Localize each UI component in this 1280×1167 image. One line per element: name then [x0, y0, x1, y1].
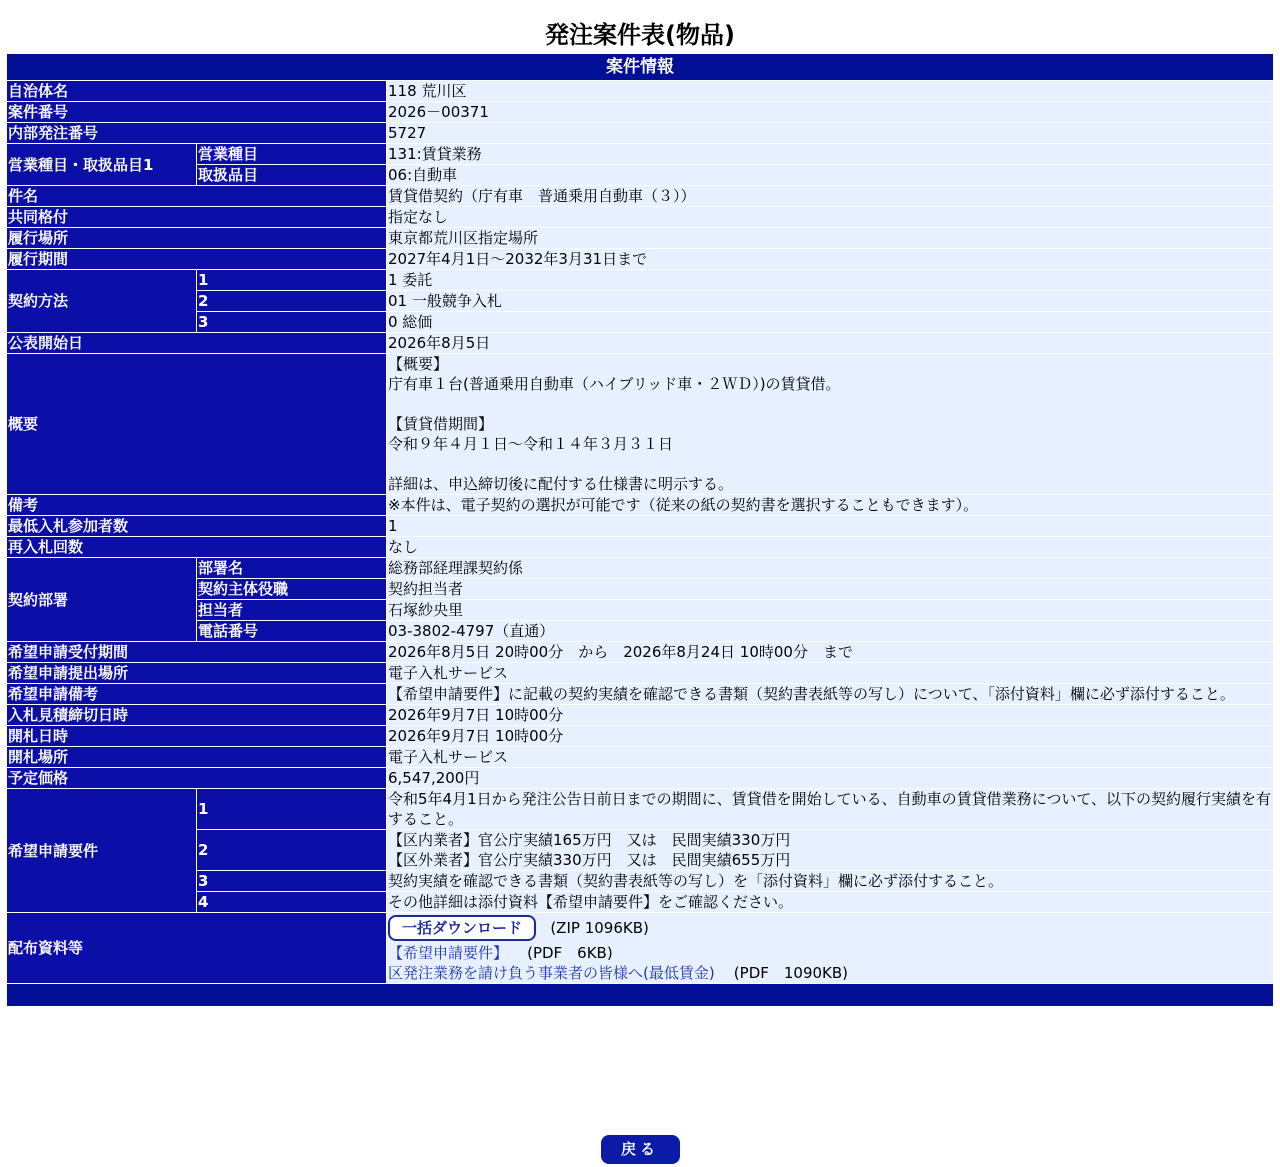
row-yoken-2 [7, 830, 1273, 870]
gaiyo-line: 【概要】 [388, 355, 449, 373]
row-keiyaku-hoho-3 [7, 312, 1273, 332]
row-sublabel: 3 [197, 871, 386, 891]
row-toriatsukai [7, 165, 1273, 185]
row-label: 件名 [7, 186, 386, 206]
row-keiyaku-busho-2 [7, 579, 1273, 599]
row-kaisatsu-basho [7, 747, 1273, 767]
row-value: 131:賃貸業務 [387, 144, 1273, 164]
row-label: 入札見積締切日時 [7, 705, 386, 725]
yoken-line: 令和5年4月1日から発注公告日前日までの期間に、賃貸借を開始している、自動車の賃貸借業務について、以下の契約履行実績を有すること。 [388, 790, 1272, 828]
row-yoken-4 [7, 892, 1273, 912]
row-value [387, 830, 1273, 870]
row-teishutsu [7, 663, 1273, 683]
row-naibu-no [7, 123, 1273, 143]
row-value [387, 913, 1273, 983]
gaiyo-line: 庁有車１台(普通乗用自動車（ハイブリッド車・２ＷＤ）)の賃貸借。 [388, 375, 841, 393]
row-label: 希望申請要件 [7, 789, 196, 912]
bulk-download-button[interactable]: 一括ダウンロード [388, 915, 536, 941]
row-label: 自治体名 [7, 81, 386, 101]
row-value: 賃貸借契約（庁有車 普通乗用自動車（３）） [387, 186, 1273, 206]
row-label: 備考 [7, 495, 386, 515]
row-value: 東京都荒川区指定場所 [387, 228, 1273, 248]
row-sublabel: 3 [197, 312, 386, 332]
row-kenmei [7, 186, 1273, 206]
row-value [387, 871, 1273, 891]
file-info: (PDF 6KB) [527, 944, 613, 962]
row-label: 開札場所 [7, 747, 386, 767]
row-sublabel: 電話番号 [197, 621, 386, 641]
row-value: 電子入札サービス [387, 663, 1273, 683]
row-sublabel: 担当者 [197, 600, 386, 620]
back-area [0, 1135, 1280, 1164]
row-sublabel: 取扱品目 [197, 165, 386, 185]
row-kohyo [7, 333, 1273, 353]
row-label: 共同格付 [7, 207, 386, 227]
row-value: 【希望申請要件】に記載の契約実績を確認できる書類（契約書表紙等の写し）について、「添付資料」欄に必ず添付すること。 [387, 684, 1273, 704]
file-info: (PDF 1090KB) [733, 964, 849, 982]
gaiyo-line: 詳細は、申込締切後に配付する仕様書に明示する。 [388, 475, 734, 493]
row-label: 概要 [7, 354, 386, 494]
row-sublabel: 契約主体役職 [197, 579, 386, 599]
anken-table [6, 53, 1274, 1007]
row-value: なし [387, 537, 1273, 557]
row-label: 予定価格 [7, 768, 386, 788]
row-sublabel: 1 [197, 270, 386, 290]
row-value: 2026年8月5日 [387, 333, 1273, 353]
row-value: 03-3802-4797（直通） [387, 621, 1273, 641]
row-label: 案件番号 [7, 102, 386, 122]
row-kyodo [7, 207, 1273, 227]
row-sublabel: 2 [197, 830, 386, 870]
row-value [387, 354, 1273, 494]
back-button[interactable]: 戻る [601, 1135, 680, 1164]
row-value: 石塚紗央里 [387, 600, 1273, 620]
row-gaiyo [7, 354, 1273, 494]
row-value: 2026年9月7日 10時00分 [387, 726, 1273, 746]
row-sainyusatsu [7, 537, 1273, 557]
gaiyo-line: 【賃貸借期間】 [388, 415, 494, 433]
file-line [388, 963, 1272, 983]
row-label: 公表開始日 [7, 333, 386, 353]
yoken-line: 【区内業者】官公庁実績165万円 又は 民間実績330万円 [388, 831, 791, 849]
row-value: 総務部経理課契約係 [387, 558, 1273, 578]
row-label: 再入札回数 [7, 537, 386, 557]
row-uketsuke [7, 642, 1273, 662]
file-line [388, 943, 1272, 963]
gaiyo-line [388, 454, 1272, 474]
section-header: 案件情報 [7, 54, 1273, 80]
row-label: 開札日時 [7, 726, 386, 746]
row-value: 2026－00371 [387, 102, 1273, 122]
row-eigyo [7, 144, 1273, 164]
gaiyo-line: 令和９年４月１日～令和１４年３月３１日 [388, 435, 674, 453]
row-value: 0 総価 [387, 312, 1273, 332]
row-value: 指定なし [387, 207, 1273, 227]
row-value: 2027年4月1日～2032年3月31日まで [387, 249, 1273, 269]
row-label: 営業種目・取扱品目1 [7, 144, 196, 185]
row-label: 内部発注番号 [7, 123, 386, 143]
gaiyo-line [388, 394, 1272, 414]
page-title: 発注案件表(物品) [545, 21, 735, 49]
row-kaisatsu-nichiji [7, 726, 1273, 746]
row-label: 履行期間 [7, 249, 386, 269]
row-sublabel: 営業種目 [197, 144, 386, 164]
row-keiyaku-hoho-2 [7, 291, 1273, 311]
row-label: 希望申請提出場所 [7, 663, 386, 683]
row-sublabel: 1 [197, 789, 386, 829]
row-sublabel: 4 [197, 892, 386, 912]
row-sublabel: 部署名 [197, 558, 386, 578]
row-value: 1 委託 [387, 270, 1273, 290]
row-value: 2026年8月5日 20時00分 から 2026年8月24日 10時00分 まで [387, 642, 1273, 662]
row-haifu [7, 913, 1273, 983]
row-jichitai [7, 81, 1273, 101]
row-label: 配布資料等 [7, 913, 386, 983]
row-saitei [7, 516, 1273, 536]
row-value: 電子入札サービス [387, 747, 1273, 767]
file-link-yoken[interactable]: 【希望申請要件】 [388, 944, 509, 962]
row-kikan [7, 249, 1273, 269]
row-keiyaku-busho [7, 558, 1273, 578]
yoken-line: 契約実績を確認できる書類（契約書表紙等の写し）を「添付資料」欄に必ず添付すること。 [388, 872, 1004, 890]
row-value: ※本件は、電子契約の選択が可能です（従来の紙の契約書を選択することもできます）。 [387, 495, 1273, 515]
table-footer-bar [7, 984, 1273, 1006]
row-value [387, 892, 1273, 912]
row-value: 01 一般競争入札 [387, 291, 1273, 311]
row-yoken-3 [7, 871, 1273, 891]
row-label: 希望申請受付期間 [7, 642, 386, 662]
file-link-saitei-chingin[interactable]: 区発注業務を請け負う事業者の皆様へ(最低賃金) [388, 964, 715, 982]
row-label: 履行場所 [7, 228, 386, 248]
row-keiyaku-busho-3 [7, 600, 1273, 620]
row-yotei [7, 768, 1273, 788]
yoken-line: その他詳細は添付資料【希望申請要件】をご確認ください。 [388, 893, 794, 911]
row-keiyaku-busho-4 [7, 621, 1273, 641]
row-shimekiri [7, 705, 1273, 725]
row-value: 1 [387, 516, 1273, 536]
row-sublabel: 2 [197, 291, 386, 311]
row-label: 希望申請備考 [7, 684, 386, 704]
download-line [388, 913, 1272, 943]
row-value: 5727 [387, 123, 1273, 143]
row-value: 6,547,200円 [387, 768, 1273, 788]
row-label: 契約方法 [7, 270, 196, 332]
download-info: (ZIP 1096KB) [550, 919, 649, 937]
row-keiyaku-hoho [7, 270, 1273, 290]
row-label: 最低入札参加者数 [7, 516, 386, 536]
row-value: 06:自動車 [387, 165, 1273, 185]
row-value: 118 荒川区 [387, 81, 1273, 101]
row-anken-no [7, 102, 1273, 122]
row-yoken-1 [7, 789, 1273, 829]
row-kibo-biko [7, 684, 1273, 704]
yoken-line: 【区外業者】官公庁実績330万円 又は 民間実績655万円 [388, 851, 791, 869]
row-value [387, 789, 1273, 829]
row-biko [7, 495, 1273, 515]
row-label: 契約部署 [7, 558, 196, 641]
row-value: 2026年9月7日 10時00分 [387, 705, 1273, 725]
row-basho [7, 228, 1273, 248]
row-value: 契約担当者 [387, 579, 1273, 599]
